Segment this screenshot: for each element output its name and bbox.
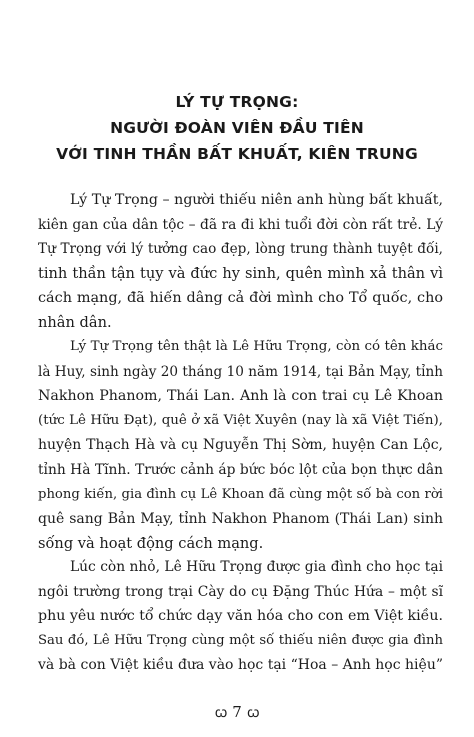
paragraph-line: Lý Tự Trọng tên thật là Lê Hữu Trọng, còn có tên khác <box>70 339 443 354</box>
paragraph-line: ngôi trường trong trại Cày do cụ Đặng Thúc Hứa – một sĩ <box>38 583 443 600</box>
paragraph-line: phong kiến, gia đình cụ Lê Khoan đã cùng một số bà con rời <box>38 486 443 502</box>
paragraph-line: Nakhon Phanom, Thái Lan. Anh là con trai cụ Lê Khoan <box>38 388 443 405</box>
paragraph-line: cách mạng, đã hiến dâng cả đời mình cho Tổ quốc, cho <box>38 290 443 307</box>
page-number-footer <box>0 703 474 722</box>
paragraph-line: tỉnh Hà Tĩnh. Trước cảnh áp bức bóc lột của bọn thực dân <box>38 461 443 478</box>
chapter-title-line-3: VỚI TINH THẦN BẤT KHUẤT, KIÊN TRUNG <box>56 145 418 163</box>
paragraph-line: và bà con Việt kiều đưa vào học tại “Hoa – Anh học hiệu” <box>38 657 443 674</box>
ornament-left-icon: ꞷ <box>214 705 228 721</box>
paragraph-line: sống và hoạt động cách mạng. <box>38 534 264 552</box>
paragraph-line: Lúc còn nhỏ, Lê Hữu Trọng được gia đình cho học tại <box>70 559 443 575</box>
paragraph-1 <box>38 188 443 336</box>
paragraph-line: Tự Trọng với lý tưởng cao đẹp, lòng trung thành tuyệt đối, <box>38 241 443 258</box>
chapter-title-line-2: NGƯỜI ĐOÀN VIÊN ĐẦU TIÊN <box>110 119 364 137</box>
paragraph-line: quê sang Bản Mạy, tỉnh Nakhon Phanom (Thái Lan) sinh <box>38 511 443 528</box>
paragraph-2 <box>38 335 443 556</box>
page-number: 7 <box>232 703 242 721</box>
paragraph-line: kiên gan của dân tộc – đã ra đi khi tuổi đời còn rất trẻ. Lý <box>38 216 443 233</box>
paragraph-line: Sau đó, Lê Hữu Trọng cùng một số thiếu niên được gia đình <box>38 632 443 648</box>
paragraph-line: phu yêu nước tổ chức dạy văn hóa cho con em Việt kiều. <box>38 608 443 625</box>
paragraph-line: tinh thần tận tụy và đức hy sinh, quên mình xả thân vì <box>38 264 443 282</box>
paragraph-line: Lý Tự Trọng – người thiếu niên anh hùng bất khuất, <box>70 192 443 208</box>
paragraph-line: huyện Thạch Hà và cụ Nguyễn Thị Sờm, huyện Can Lộc, <box>38 437 443 454</box>
paragraph-3 <box>38 555 443 678</box>
chapter-title-line-1: LÝ TỰ TRỌNG: <box>175 93 299 111</box>
ornament-right-icon: ꞷ <box>246 705 260 721</box>
paragraph-line: là Huy, sinh ngày 20 tháng 10 năm 1914, tại Bản Mạy, tỉnh <box>38 363 443 380</box>
paragraph-line: nhân dân. <box>38 313 112 331</box>
paragraph-line: (tức Lê Hữu Đạt), quê ở xã Việt Xuyên (nay là xã Việt Tiến), <box>38 412 443 428</box>
